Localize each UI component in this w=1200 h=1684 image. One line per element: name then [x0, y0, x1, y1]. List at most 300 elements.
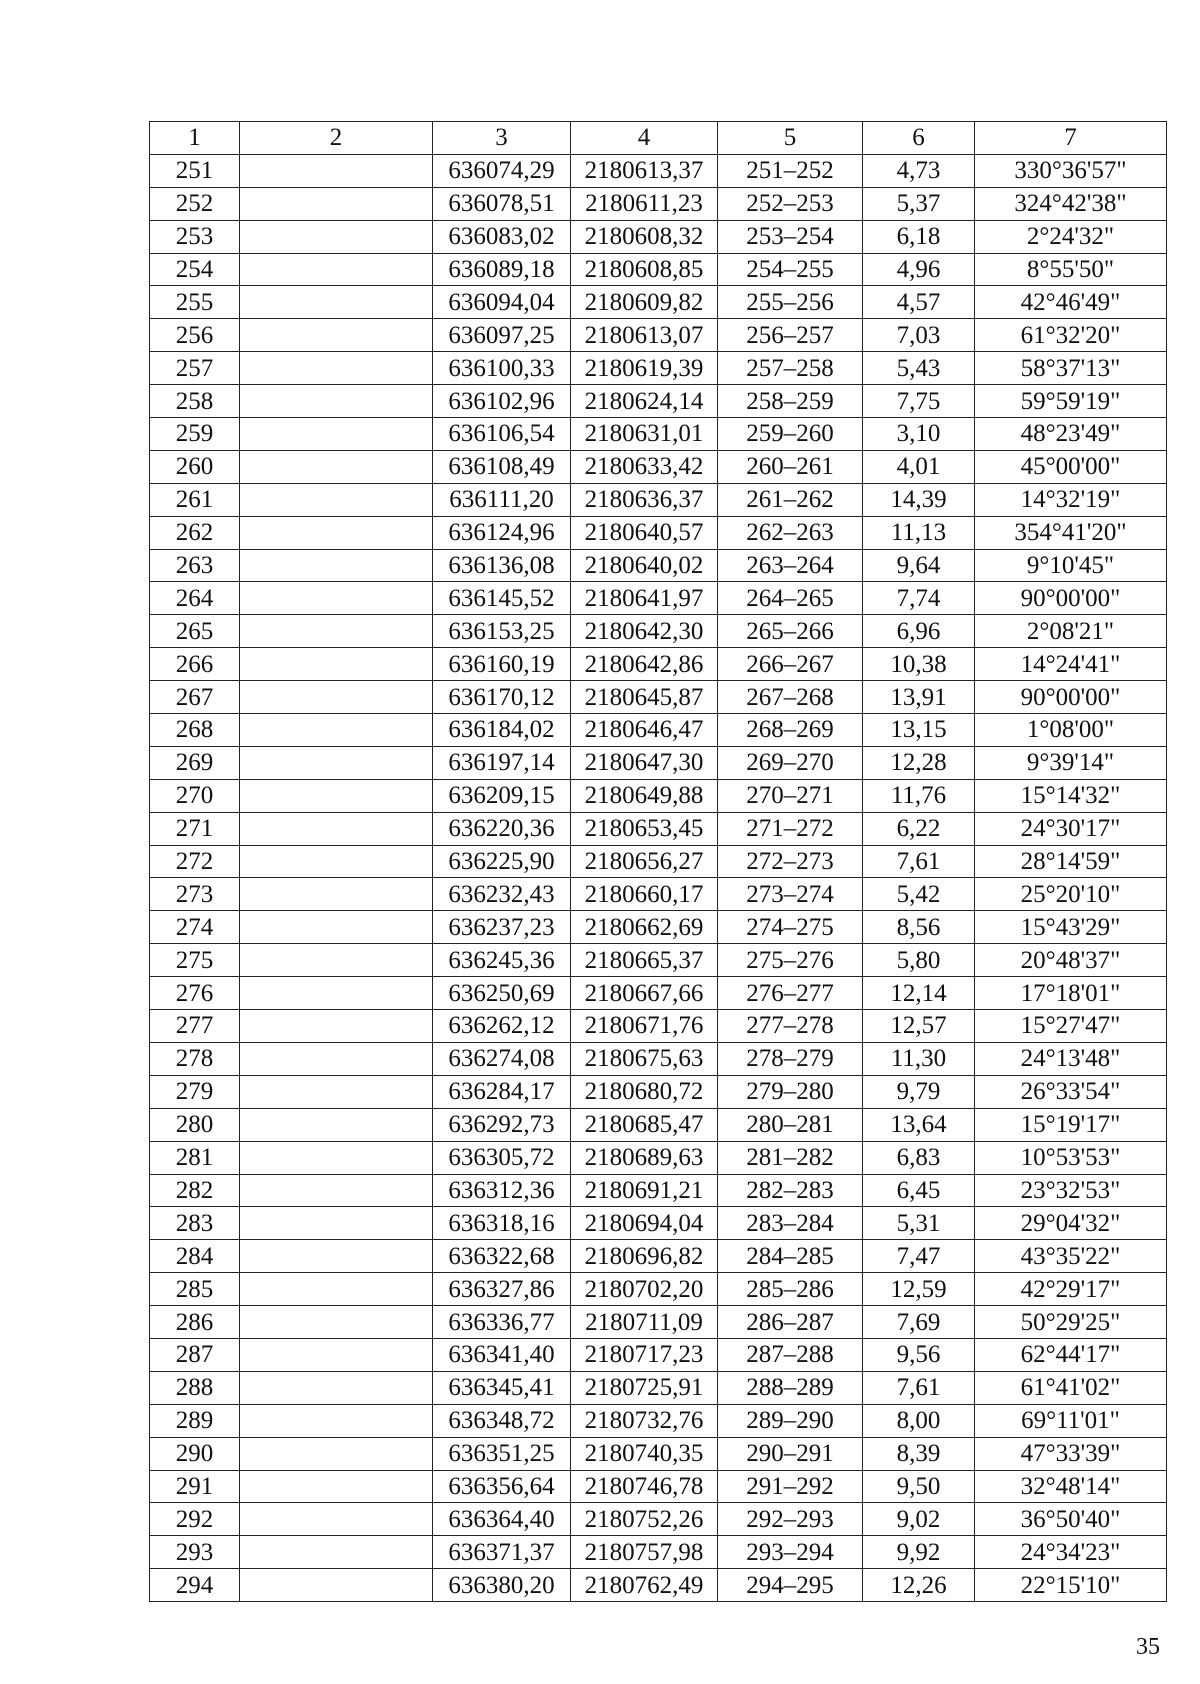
- table-cell: 2°08'21": [975, 615, 1167, 648]
- table-cell: 9,02: [863, 1503, 975, 1536]
- table-cell: 2180680,72: [571, 1075, 718, 1108]
- table-cell: 61°32'20": [975, 319, 1167, 352]
- table-cell: [240, 1108, 433, 1141]
- table-cell: 2180613,37: [571, 154, 718, 187]
- table-row: [150, 681, 1167, 714]
- table-cell: 636380,20: [433, 1569, 571, 1602]
- table-cell: 28°14'59": [975, 845, 1167, 878]
- table-cell: [240, 187, 433, 220]
- table-cell: 636292,73: [433, 1108, 571, 1141]
- column-header: 7: [975, 122, 1167, 155]
- table-cell: 636102,96: [433, 385, 571, 418]
- table-cell: 277–278: [718, 1010, 863, 1043]
- table-cell: 255: [150, 286, 240, 319]
- table-cell: 256: [150, 319, 240, 352]
- table-cell: 5,80: [863, 944, 975, 977]
- table-cell: [240, 878, 433, 911]
- table-cell: 43°35'22": [975, 1240, 1167, 1273]
- table-cell: 265: [150, 615, 240, 648]
- table-cell: 2180740,35: [571, 1437, 718, 1470]
- table-cell: 12,28: [863, 746, 975, 779]
- table-cell: 24°34'23": [975, 1536, 1167, 1569]
- table-cell: 13,15: [863, 714, 975, 747]
- table-cell: 2180609,82: [571, 286, 718, 319]
- table-cell: 289–290: [718, 1404, 863, 1437]
- table-row: [150, 944, 1167, 977]
- table-cell: [240, 977, 433, 1010]
- table-cell: [240, 1207, 433, 1240]
- table-cell: 2180631,01: [571, 418, 718, 451]
- table-cell: 269: [150, 746, 240, 779]
- table-cell: 285–286: [718, 1273, 863, 1306]
- table-cell: 284: [150, 1240, 240, 1273]
- table-cell: 636170,12: [433, 681, 571, 714]
- table-cell: 294: [150, 1569, 240, 1602]
- table-cell: 2180662,69: [571, 911, 718, 944]
- table-cell: 23°32'53": [975, 1174, 1167, 1207]
- table-cell: 24°13'48": [975, 1042, 1167, 1075]
- table-cell: 286–287: [718, 1306, 863, 1339]
- table-cell: 25°20'10": [975, 878, 1167, 911]
- table-cell: 264: [150, 582, 240, 615]
- table-cell: 8,39: [863, 1437, 975, 1470]
- table-cell: [240, 746, 433, 779]
- table-row: [150, 352, 1167, 385]
- table-cell: 636262,12: [433, 1010, 571, 1043]
- table-cell: [240, 483, 433, 516]
- table-cell: 275–276: [718, 944, 863, 977]
- table-row: [150, 977, 1167, 1010]
- table-cell: 42°46'49": [975, 286, 1167, 319]
- table-cell: 636348,72: [433, 1404, 571, 1437]
- table-cell: 90°00'00": [975, 681, 1167, 714]
- table-cell: 252: [150, 187, 240, 220]
- table-cell: 636250,69: [433, 977, 571, 1010]
- table-cell: 293: [150, 1536, 240, 1569]
- table-cell: 636322,68: [433, 1240, 571, 1273]
- table-cell: 48°23'49": [975, 418, 1167, 451]
- table-cell: [240, 253, 433, 286]
- table-cell: 636160,19: [433, 648, 571, 681]
- table-cell: 291: [150, 1470, 240, 1503]
- table-cell: [240, 1569, 433, 1602]
- table-cell: 2180675,63: [571, 1042, 718, 1075]
- table-cell: 290: [150, 1437, 240, 1470]
- table-cell: 636305,72: [433, 1141, 571, 1174]
- table-cell: 263–264: [718, 549, 863, 582]
- table-row: [150, 1338, 1167, 1371]
- table-cell: 264–265: [718, 582, 863, 615]
- table-row: [150, 187, 1167, 220]
- table-cell: [240, 1240, 433, 1273]
- table-cell: 2180640,02: [571, 549, 718, 582]
- table-cell: 7,03: [863, 319, 975, 352]
- table-cell: 2180752,26: [571, 1503, 718, 1536]
- table-cell: [240, 1010, 433, 1043]
- table-cell: 9,79: [863, 1075, 975, 1108]
- page-number: 35: [1136, 1634, 1160, 1660]
- table-row: [150, 1273, 1167, 1306]
- table-cell: 8,56: [863, 911, 975, 944]
- table-cell: 269–270: [718, 746, 863, 779]
- table-cell: 5,31: [863, 1207, 975, 1240]
- table-cell: 2180633,42: [571, 450, 718, 483]
- table-cell: 280–281: [718, 1108, 863, 1141]
- table-cell: 22°15'10": [975, 1569, 1167, 1602]
- table-cell: 283: [150, 1207, 240, 1240]
- table-cell: 292: [150, 1503, 240, 1536]
- table-cell: 268–269: [718, 714, 863, 747]
- table-cell: 24°30'17": [975, 812, 1167, 845]
- table-row: [150, 1569, 1167, 1602]
- table-cell: 636106,54: [433, 418, 571, 451]
- table-cell: 8°55'50": [975, 253, 1167, 286]
- table-cell: 280: [150, 1108, 240, 1141]
- table-row: [150, 154, 1167, 187]
- table-cell: 90°00'00": [975, 582, 1167, 615]
- table-cell: 282: [150, 1174, 240, 1207]
- table-cell: 636364,40: [433, 1503, 571, 1536]
- table-cell: [240, 418, 433, 451]
- table-cell: 2180732,76: [571, 1404, 718, 1437]
- table-cell: 270–271: [718, 779, 863, 812]
- table-cell: 2180665,37: [571, 944, 718, 977]
- table-cell: 1°08'00": [975, 714, 1167, 747]
- table-cell: 2180656,27: [571, 845, 718, 878]
- table-cell: 324°42'38": [975, 187, 1167, 220]
- table-header-row: [150, 122, 1167, 155]
- table-cell: 2180642,86: [571, 648, 718, 681]
- table-cell: 291–292: [718, 1470, 863, 1503]
- table-cell: 5,37: [863, 187, 975, 220]
- coordinates-table: [149, 121, 1167, 1602]
- table-cell: 270: [150, 779, 240, 812]
- table-cell: [240, 845, 433, 878]
- table-cell: 286: [150, 1306, 240, 1339]
- table-cell: 2180660,17: [571, 878, 718, 911]
- table-cell: [240, 516, 433, 549]
- table-cell: 2180645,87: [571, 681, 718, 714]
- table-cell: 2180702,20: [571, 1273, 718, 1306]
- table-cell: 2180711,09: [571, 1306, 718, 1339]
- table-cell: 255–256: [718, 286, 863, 319]
- table-cell: 636094,04: [433, 286, 571, 319]
- table-cell: 252–253: [718, 187, 863, 220]
- table-cell: 7,75: [863, 385, 975, 418]
- table-cell: 636351,25: [433, 1437, 571, 1470]
- table-cell: [240, 779, 433, 812]
- table-cell: 265–266: [718, 615, 863, 648]
- table-cell: [240, 681, 433, 714]
- table-cell: 9°10'45": [975, 549, 1167, 582]
- table-row: [150, 516, 1167, 549]
- column-header: 5: [718, 122, 863, 155]
- table-cell: 12,59: [863, 1273, 975, 1306]
- table-cell: 289: [150, 1404, 240, 1437]
- table-cell: [240, 648, 433, 681]
- table-cell: 2180762,49: [571, 1569, 718, 1602]
- table-cell: 17°18'01": [975, 977, 1167, 1010]
- table-cell: 272: [150, 845, 240, 878]
- table-cell: 11,30: [863, 1042, 975, 1075]
- table-row: [150, 878, 1167, 911]
- table-cell: 636345,41: [433, 1371, 571, 1404]
- table-cell: 4,96: [863, 253, 975, 286]
- table-cell: 29°04'32": [975, 1207, 1167, 1240]
- table-row: [150, 746, 1167, 779]
- table-cell: 3,10: [863, 418, 975, 451]
- table-cell: 9,56: [863, 1338, 975, 1371]
- table-cell: 5,42: [863, 878, 975, 911]
- table-row: [150, 1108, 1167, 1141]
- table-row: [150, 319, 1167, 352]
- table-cell: 5,43: [863, 352, 975, 385]
- table-cell: 293–294: [718, 1536, 863, 1569]
- table-cell: 271–272: [718, 812, 863, 845]
- table-cell: 7,74: [863, 582, 975, 615]
- table-cell: [240, 1404, 433, 1437]
- table-cell: 636284,17: [433, 1075, 571, 1108]
- table-cell: 2180642,30: [571, 615, 718, 648]
- table-cell: 636153,25: [433, 615, 571, 648]
- table-cell: 636136,08: [433, 549, 571, 582]
- table-cell: 258: [150, 385, 240, 418]
- table-cell: 7,69: [863, 1306, 975, 1339]
- table-cell: 50°29'25": [975, 1306, 1167, 1339]
- table-cell: 266–267: [718, 648, 863, 681]
- table-row: [150, 286, 1167, 319]
- table-cell: 292–293: [718, 1503, 863, 1536]
- table-row: [150, 253, 1167, 286]
- table-cell: [240, 549, 433, 582]
- table-cell: 254–255: [718, 253, 863, 286]
- table-cell: 636100,33: [433, 352, 571, 385]
- table-cell: 636124,96: [433, 516, 571, 549]
- table-cell: 636145,52: [433, 582, 571, 615]
- table-cell: 636108,49: [433, 450, 571, 483]
- table-cell: [240, 1306, 433, 1339]
- table-cell: 636209,15: [433, 779, 571, 812]
- table-cell: 294–295: [718, 1569, 863, 1602]
- table-cell: 259–260: [718, 418, 863, 451]
- table-cell: 6,96: [863, 615, 975, 648]
- table-cell: 62°44'17": [975, 1338, 1167, 1371]
- table-cell: 272–273: [718, 845, 863, 878]
- table-row: [150, 812, 1167, 845]
- table-cell: 260: [150, 450, 240, 483]
- table-cell: 32°48'14": [975, 1470, 1167, 1503]
- table-cell: [240, 286, 433, 319]
- table-cell: 6,22: [863, 812, 975, 845]
- table-cell: 2180613,07: [571, 319, 718, 352]
- table-row: [150, 845, 1167, 878]
- table-cell: 2180757,98: [571, 1536, 718, 1569]
- column-header: 2: [240, 122, 433, 155]
- table-cell: [240, 1536, 433, 1569]
- table-cell: [240, 1174, 433, 1207]
- table-cell: [240, 319, 433, 352]
- table-cell: 290–291: [718, 1437, 863, 1470]
- table-cell: 261: [150, 483, 240, 516]
- table-cell: [240, 615, 433, 648]
- table-cell: 262–263: [718, 516, 863, 549]
- table-cell: 26°33'54": [975, 1075, 1167, 1108]
- table-cell: 354°41'20": [975, 516, 1167, 549]
- table-cell: 4,57: [863, 286, 975, 319]
- table-cell: 8,00: [863, 1404, 975, 1437]
- table-cell: 15°14'32": [975, 779, 1167, 812]
- table-cell: 2180667,66: [571, 977, 718, 1010]
- table-cell: 9°39'14": [975, 746, 1167, 779]
- table-cell: [240, 1338, 433, 1371]
- table-cell: 69°11'01": [975, 1404, 1167, 1437]
- table-cell: 278: [150, 1042, 240, 1075]
- table-cell: 284–285: [718, 1240, 863, 1273]
- table-row: [150, 1404, 1167, 1437]
- table-cell: 279: [150, 1075, 240, 1108]
- table-row: [150, 450, 1167, 483]
- table-cell: 2180608,85: [571, 253, 718, 286]
- table-row: [150, 418, 1167, 451]
- table-row: [150, 582, 1167, 615]
- table-row: [150, 220, 1167, 253]
- table-cell: 273–274: [718, 878, 863, 911]
- table-row: [150, 1042, 1167, 1075]
- table-cell: 636245,36: [433, 944, 571, 977]
- table-cell: 288: [150, 1371, 240, 1404]
- table-cell: 277: [150, 1010, 240, 1043]
- table-row: [150, 1306, 1167, 1339]
- table-cell: 14,39: [863, 483, 975, 516]
- table-cell: 636274,08: [433, 1042, 571, 1075]
- table-cell: 2180649,88: [571, 779, 718, 812]
- table-cell: 2180640,57: [571, 516, 718, 549]
- table-cell: 263: [150, 549, 240, 582]
- table-cell: [240, 1470, 433, 1503]
- table-row: [150, 911, 1167, 944]
- table-cell: 330°36'57": [975, 154, 1167, 187]
- table-cell: 257–258: [718, 352, 863, 385]
- table-row: [150, 549, 1167, 582]
- table-cell: 6,18: [863, 220, 975, 253]
- table-cell: 14°32'19": [975, 483, 1167, 516]
- table-cell: 20°48'37": [975, 944, 1167, 977]
- table-cell: 257: [150, 352, 240, 385]
- table-cell: 287: [150, 1338, 240, 1371]
- table-cell: 12,14: [863, 977, 975, 1010]
- column-header: 6: [863, 122, 975, 155]
- table-cell: 2180725,91: [571, 1371, 718, 1404]
- table-cell: 251: [150, 154, 240, 187]
- table-cell: [240, 812, 433, 845]
- table-row: [150, 1075, 1167, 1108]
- table-cell: 254: [150, 253, 240, 286]
- table-cell: 2180694,04: [571, 1207, 718, 1240]
- table-cell: 259: [150, 418, 240, 451]
- table-cell: 636232,43: [433, 878, 571, 911]
- table-cell: [240, 1042, 433, 1075]
- table-cell: 11,13: [863, 516, 975, 549]
- table-row: [150, 1371, 1167, 1404]
- table-cell: 9,50: [863, 1470, 975, 1503]
- table-cell: 636225,90: [433, 845, 571, 878]
- table-body: [150, 154, 1167, 1601]
- table-cell: 282–283: [718, 1174, 863, 1207]
- table-cell: 4,01: [863, 450, 975, 483]
- table-row: [150, 385, 1167, 418]
- table-cell: 2180619,39: [571, 352, 718, 385]
- table-cell: 11,76: [863, 779, 975, 812]
- table-cell: 285: [150, 1273, 240, 1306]
- table-cell: 278–279: [718, 1042, 863, 1075]
- table-cell: 636237,23: [433, 911, 571, 944]
- table-cell: [240, 1437, 433, 1470]
- table-cell: 2180653,45: [571, 812, 718, 845]
- table-cell: 61°41'02": [975, 1371, 1167, 1404]
- table-cell: 4,73: [863, 154, 975, 187]
- table-cell: 15°19'17": [975, 1108, 1167, 1141]
- table-cell: 636336,77: [433, 1306, 571, 1339]
- table-cell: 267–268: [718, 681, 863, 714]
- table-cell: 2180746,78: [571, 1470, 718, 1503]
- table-cell: 271: [150, 812, 240, 845]
- table-cell: 2180608,32: [571, 220, 718, 253]
- table-cell: 2180671,76: [571, 1010, 718, 1043]
- table-cell: 636312,36: [433, 1174, 571, 1207]
- table-cell: 288–289: [718, 1371, 863, 1404]
- table-cell: 636327,86: [433, 1273, 571, 1306]
- table-cell: 2180636,37: [571, 483, 718, 516]
- table-row: [150, 1240, 1167, 1273]
- table-cell: 260–261: [718, 450, 863, 483]
- table-cell: 636184,02: [433, 714, 571, 747]
- table-row: [150, 615, 1167, 648]
- table-cell: 59°59'19": [975, 385, 1167, 418]
- table-cell: 15°27'47": [975, 1010, 1167, 1043]
- table-cell: 281–282: [718, 1141, 863, 1174]
- table-row: [150, 648, 1167, 681]
- table-row: [150, 1141, 1167, 1174]
- table-cell: 273: [150, 878, 240, 911]
- table-cell: 2180689,63: [571, 1141, 718, 1174]
- table-cell: 636111,20: [433, 483, 571, 516]
- table-cell: 7,61: [863, 1371, 975, 1404]
- table-cell: 42°29'17": [975, 1273, 1167, 1306]
- table-cell: 276: [150, 977, 240, 1010]
- table-cell: 47°33'39": [975, 1437, 1167, 1470]
- table-cell: 274: [150, 911, 240, 944]
- table-cell: 261–262: [718, 483, 863, 516]
- column-header: 3: [433, 122, 571, 155]
- table-cell: 15°43'29": [975, 911, 1167, 944]
- table-cell: 636371,37: [433, 1536, 571, 1569]
- table-cell: [240, 1371, 433, 1404]
- table-cell: [240, 1075, 433, 1108]
- table-row: [150, 1010, 1167, 1043]
- table-cell: 9,64: [863, 549, 975, 582]
- table-cell: 281: [150, 1141, 240, 1174]
- table-cell: 10°53'53": [975, 1141, 1167, 1174]
- table-row: [150, 714, 1167, 747]
- table-cell: 636220,36: [433, 812, 571, 845]
- table-cell: 287–288: [718, 1338, 863, 1371]
- table-row: [150, 779, 1167, 812]
- table-row: [150, 1207, 1167, 1240]
- table-cell: [240, 1141, 433, 1174]
- table-cell: 636097,25: [433, 319, 571, 352]
- table-cell: 267: [150, 681, 240, 714]
- table-cell: 14°24'41": [975, 648, 1167, 681]
